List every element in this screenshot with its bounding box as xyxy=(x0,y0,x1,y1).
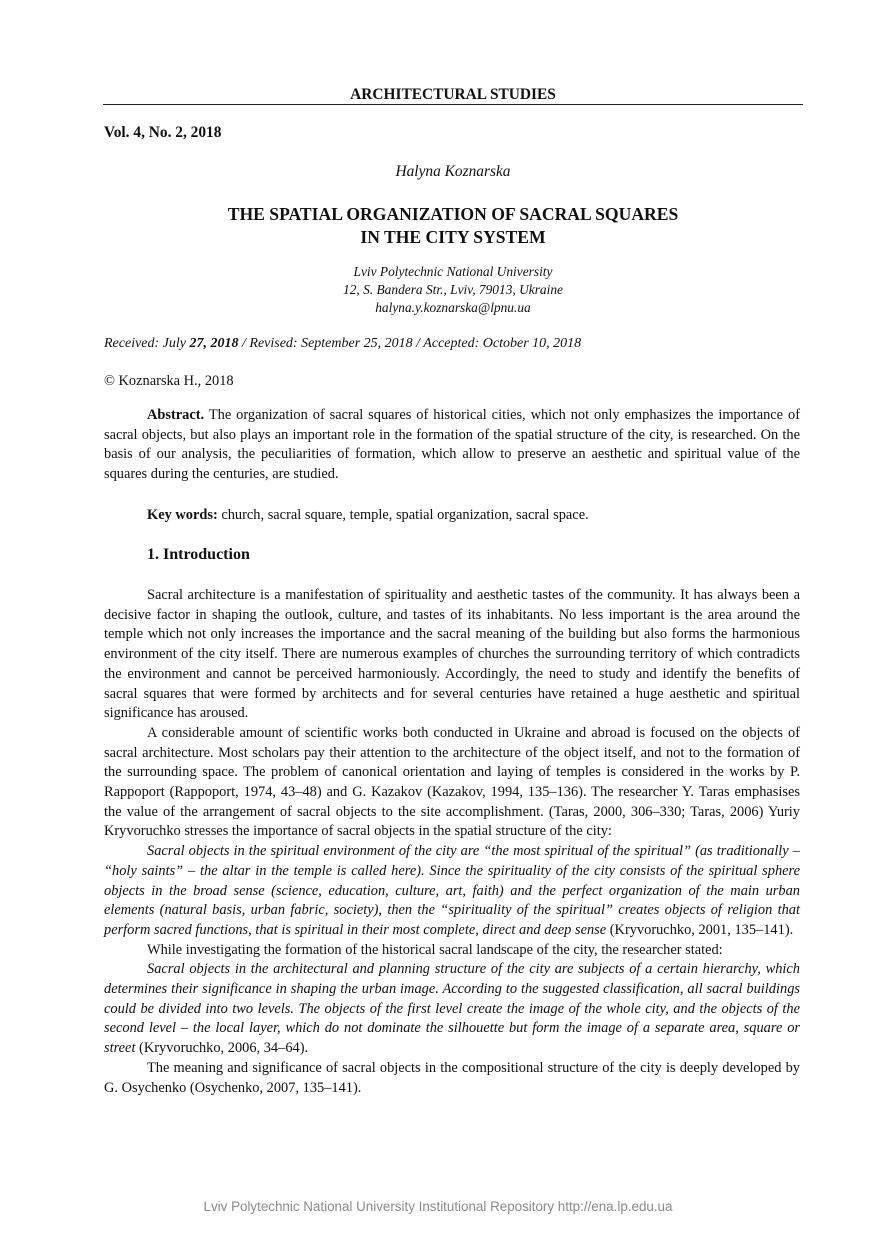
copyright: © Koznarska H., 2018 xyxy=(104,373,234,389)
keywords-text: church, sacral square, temple, spatial organization, sacral space. xyxy=(217,507,589,523)
author-name: Halyna Koznarska xyxy=(395,163,511,180)
address: 12, S. Bandera Str., Lviv, 79013, Ukraine xyxy=(343,282,563,297)
block-quote xyxy=(104,960,800,1059)
section-heading: 1. Introduction xyxy=(147,546,250,563)
header-rule xyxy=(103,104,803,105)
paragraph: Sacral architecture is a manifestation of spirituality and aesthetic tastes of the community. It has always been a decisive factor in shaping the outlook, culture, and tastes of its inhabitants. No less important is the area around the temple which not only increases the importance and the sacral meaning of the building but also forms the harmonious environment of the city itself. There are numerous examples of churches the surrounding territory of which contradicts the environment and cannot be perceived harmoniously. Accordingly, the need to study and identify the benefits of sacral squares that were formed by architects and for several centuries have retained a huge aesthetic and spiritual significance has aroused. xyxy=(104,587,800,722)
affiliation: Lviv Polytechnic National University xyxy=(353,264,553,279)
received-date: 27, 2018 xyxy=(189,336,239,351)
quote-text: Sacral objects in the spiritual environment of the city are “the most spiritual of the spiritual” (as traditionally – “holy saints” – the altar in the temple is called here). Since the spirituality of the city consists of the spiritual sphere objects in the broad sense (science, education, culture, art, faith) and the perfect organization of the main urban elements (natural basis, urban fabric, society), then the “spirituality of the spiritual” creates objects of religion that perform sacred functions, that is spiritual in their most complete, direct and deep sense xyxy=(104,843,800,938)
keywords-label: Key words: xyxy=(147,507,218,523)
title-line-1: THE SPATIAL ORGANIZATION OF SACRAL SQUARES xyxy=(227,204,679,224)
dates-rest: / Revised: September 25, 2018 / Accepted: October 10, 2018 xyxy=(238,336,582,351)
quote-citation: (Kryvoruchko, 2001, 135–141). xyxy=(606,921,794,938)
quote-text: Sacral objects in the architectural and planning structure of the city are subjects of a certain hierarchy, which determines their significance in shaping the urban image. According to the suggested classification, all sacral buildings could be divided into two levels. The objects of the first level create the image of the whole city, and the objects of the second level – the local layer, which do not dominate the silhouette but form the image of a separate area, square or street xyxy=(104,961,800,1057)
article-title xyxy=(103,203,803,249)
paragraph: While investigating the formation of the historical sacral landscape of the city, the researcher stated: xyxy=(147,941,723,958)
abstract xyxy=(104,406,800,485)
article-dates xyxy=(104,334,581,354)
abstract-label: Abstract. xyxy=(147,407,205,423)
affiliation-block xyxy=(103,263,803,317)
block-quote xyxy=(104,842,800,941)
title-line-2: IN THE CITY SYSTEM xyxy=(360,227,546,247)
section-body xyxy=(104,586,800,1098)
keywords xyxy=(104,506,800,526)
paragraph: The meaning and significance of sacral objects in the compositional structure of the city is deeply developed by G. Osychenko (Osychenko, 2007, 135–141). xyxy=(104,1059,800,1096)
volume-info: Vol. 4, No. 2, 2018 xyxy=(104,124,222,141)
paragraph: A considerable amount of scientific works both conducted in Ukraine and abroad is focused on the objects of sacral architecture. Most scholars pay their attention to the architecture of the object itself, and not to the formation of the surrounding space. The problem of canonical orientation and laying of temples is considered in the works by P. Rappoport (Rappoport, 1974, 43–48) and G. Kazakov (Kazakov, 1994, 135–136). The researcher Y. Taras emphasises the value of the arrangement of sacral objects to the site accomplishment. (Taras, 2000, 306–330; Taras, 2006) Yuriy Kryvoruchko stresses the importance of sacral objects in the spatial structure of the city: xyxy=(104,724,800,840)
received-prefix: Received: July xyxy=(104,336,190,351)
abstract-text: The organization of sacral squares of historical cities, which not only emphasizes the importance of sacral objects, but also plays an important role in the formation of the spatial structure of the city, is researched. On the basis of our analysis, the peculiarities of formation, which allow to preserve an aesthetic and spiritual value of the squares during the centuries, are studied. xyxy=(104,407,800,483)
quote-citation: (Kryvoruchko, 2006, 34–64). xyxy=(135,1040,309,1057)
journal-name: ARCHITECTURAL STUDIES xyxy=(350,86,556,103)
repository-footer: Lviv Polytechnic National University Institutional Repository http://ena.lp.edu.ua xyxy=(203,1199,673,1214)
email: halyna.y.koznarska@lpnu.ua xyxy=(375,300,531,315)
